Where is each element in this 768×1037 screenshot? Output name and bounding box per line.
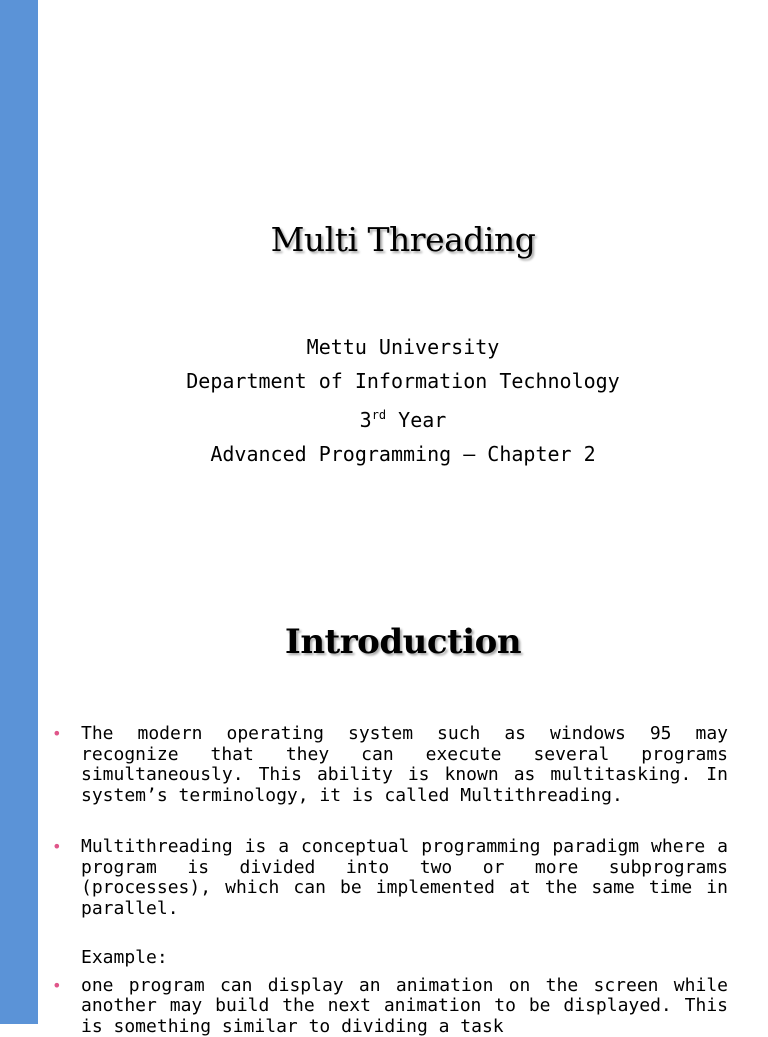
bullet-dot-icon: •: [52, 976, 62, 997]
subtitle-university: Mettu University: [38, 330, 768, 364]
introduction-content: [50, 724, 728, 1037]
example-label: Example:: [50, 948, 728, 969]
bullet-dot-icon: •: [52, 724, 62, 745]
subtitle-department: Department of Information Technology: [38, 364, 768, 398]
slide-title-multi-threading: Multi Threading: [38, 220, 768, 259]
slide-title-introduction: Introduction: [38, 622, 768, 662]
bullet-item: [50, 976, 728, 1037]
year-number: 3: [360, 408, 372, 432]
subtitle-year: [38, 398, 768, 437]
year-word: Year: [386, 408, 446, 432]
bullet-item: [50, 837, 728, 919]
bullet-text: one program can display an animation on the screen while another may build the next animation to be displayed. This is something similar to dividing a task: [81, 975, 728, 1037]
bullet-text: The modern operating system such as windows 95 may recognize that they can execute several programs simultaneously. This ability is known as multitasking. In system’s terminology, it is called Multithreading.: [81, 723, 728, 806]
slide-subtitle: [38, 330, 768, 471]
subtitle-course: Advanced Programming – Chapter 2: [38, 437, 768, 471]
bullet-text: Multithreading is a conceptual programming paradigm where a program is divided into two or more subprograms (processes), which can be implemented at the same time in parallel.: [81, 836, 728, 919]
year-ordinal-suffix: rd: [372, 408, 386, 422]
left-accent-bar: [0, 0, 38, 1024]
bullet-item: [50, 724, 728, 806]
bullet-dot-icon: •: [52, 837, 62, 858]
